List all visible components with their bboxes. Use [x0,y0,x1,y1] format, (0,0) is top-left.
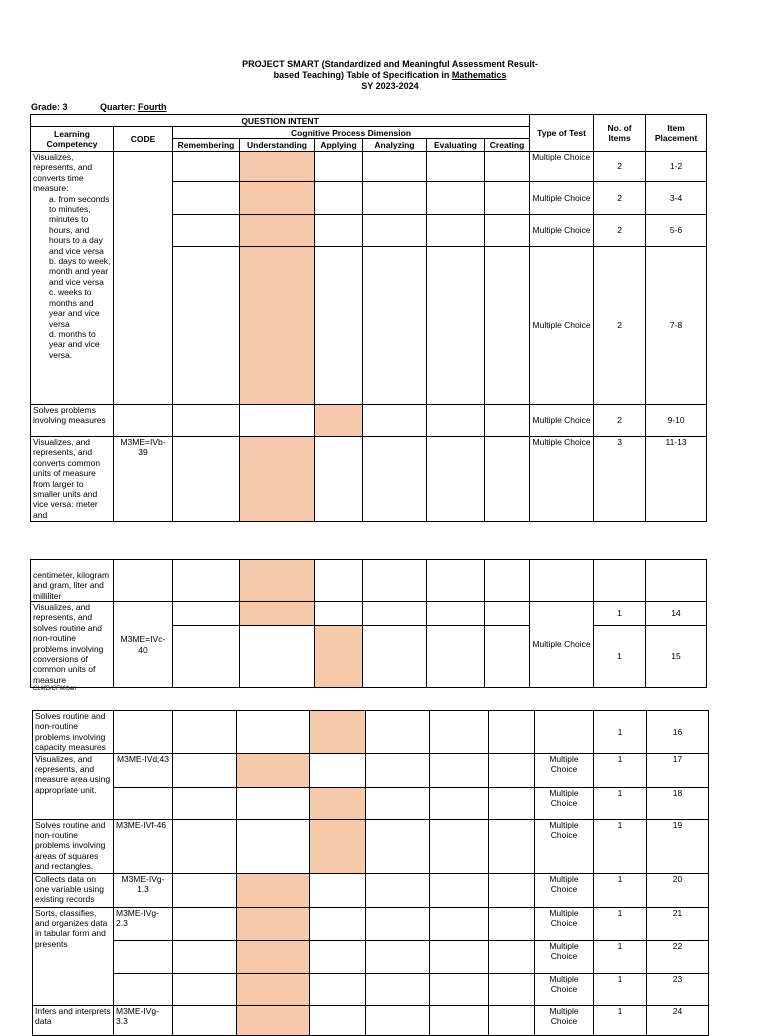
table-row [31,602,707,626]
type-cell: Multiple Choice [535,907,594,940]
footer-note: CLMD/CFM/ban [33,686,77,692]
items-cell: 2 [594,182,646,215]
table-row [33,907,709,940]
type-cell: Multiple Choice [535,819,594,873]
highlight-cell [237,1005,310,1035]
type-cell: Multiple Choice [535,940,594,973]
highlight-cell [237,940,310,973]
code-cell [114,405,173,437]
items-cell: 1 [594,711,647,754]
table-row [33,819,709,873]
specification-table-part-3 [32,710,709,1036]
items-cell: 1 [594,1005,647,1035]
items-cell: 1 [594,819,647,873]
table-row [33,940,709,973]
competency-cell: Visualizes, and represents, and converts common units of measure from larger to smaller units and vice versa: meter and [31,437,114,522]
code-cell [114,152,173,405]
grade-quarter-line [31,102,167,112]
placement-cell: 19 [647,819,709,873]
highlight-cell [240,560,315,602]
items-cell: 2 [594,152,646,182]
type-cell: Multiple Choice [530,437,594,522]
highlight-cell [240,215,315,247]
table-row [33,787,709,819]
highlight-cell [240,152,315,182]
grade-label: Grade: 3 [31,102,68,112]
code-cell [114,940,173,973]
placement-cell: 20 [647,873,709,907]
type-cell: Multiple Choice [535,787,594,819]
placement-cell: 24 [647,1005,709,1035]
competency-cell: Sorts, classifies, and organizes data in tabular form and presents [33,907,114,1005]
table-row [33,873,709,907]
competency-cell: Visualizes, and represents, and measure area using appropriate unit. [33,753,114,819]
placement-cell: 21 [647,907,709,940]
highlight-cell [240,247,315,405]
competency-cell: Solves routine and non-routine problems involving capacity measures [33,711,114,754]
code-cell: M3ME-IVd;43 [114,753,173,787]
competency-cell: centimeter, kilogram and gram, liter and milliliter [31,560,114,602]
table-row [31,152,707,182]
table-row [31,405,707,437]
code-cell [114,973,173,1005]
highlight-cell [237,753,310,787]
competency-cell: Visualizes, and represents, and solves routine and non-routine problems involving conversions of common units of measure [31,602,114,688]
code-cell: M3ME=IVb-39 [114,437,173,522]
code-cell [114,711,173,754]
title-line-2: based Teaching) Table of Specification in Mathematics [273,70,507,80]
applying-header: Applying [315,139,363,152]
table-row [33,711,709,754]
placement-cell: 3-4 [646,182,707,215]
no-of-items-header: No. of Items [594,115,646,152]
type-cell: Multiple Choice [530,405,594,437]
title-line-1: PROJECT SMART (Standardized and Meaningful Assessment Result- [242,59,538,69]
code-cell: M3ME-IVg-2.3 [114,907,173,940]
table-row [33,973,709,1005]
placement-cell: 1-2 [646,152,707,182]
item-placement-header: Item Placement [646,115,707,152]
code-cell: M3ME-IVg-3.3 [114,1005,173,1035]
creating-header: Creating [485,139,530,152]
highlight-cell [310,711,366,754]
type-of-test-header: Type of Test [530,115,594,152]
placement-cell: 22 [647,940,709,973]
competency-cell: Visualizes, represents, and converts time measure: a. from seconds to minutes, minutes to hours, and hours to a day and vice versa b. days to week, month and year and vice versa c. weeks to months and year and vice versa d. months to year and vice versa. [31,152,114,405]
highlight-cell [237,973,310,1005]
placement-cell: 15 [646,626,707,688]
competency-cell: Collects data on one variable using existing records [33,873,114,907]
code-cell [114,787,173,819]
items-cell: 1 [594,973,647,1005]
items-cell: 2 [594,405,646,437]
question-intent-header: QUESTION INTENT [31,115,530,127]
items-cell: 1 [594,602,646,626]
type-cell: Multiple Choice [530,182,594,215]
placement-cell: 18 [647,787,709,819]
competency-cell: Solves problems involving measures [31,405,114,437]
items-cell: 1 [594,873,647,907]
highlight-cell [237,907,310,940]
items-cell: 2 [594,247,646,405]
highlight-cell [315,405,363,437]
cognitive-dimension-header: Cognitive Process Dimension [173,127,530,139]
code-cell [114,560,173,602]
items-cell: 2 [594,215,646,247]
items-cell: 1 [594,787,647,819]
placement-cell: 7-8 [646,247,707,405]
code-cell: M3ME-IVf-46 [114,819,173,873]
competency-cell: Infers and interprets data [33,1005,114,1035]
type-cell: Multiple Choice [530,215,594,247]
placement-cell: 14 [646,602,707,626]
highlight-cell [240,602,315,626]
type-cell: Multiple Choice [530,247,594,405]
subject-name: Mathematics [451,70,507,80]
type-cell: Multiple Choice [535,753,594,787]
table-row [33,1005,709,1035]
type-cell: Multiple Choice [535,1005,594,1035]
understanding-header: Understanding [240,139,315,152]
code-header: CODE [114,127,173,152]
specification-table-part-2 [30,559,707,688]
highlight-cell [240,182,315,215]
specification-table-part-1 [30,114,707,522]
placement-cell: 11-13 [646,437,707,522]
competency-cell: Solves routine and non-routine problems involving areas of squares and rectangles. [33,819,114,873]
highlight-cell [240,437,315,522]
code-cell: M3ME-IVg-1.3 [114,873,173,907]
table-row [31,437,707,522]
document-title [190,59,590,92]
items-cell: 1 [594,753,647,787]
placement-cell: 17 [647,753,709,787]
table-row [33,753,709,787]
highlight-cell [237,873,310,907]
remembering-header: Remembering [173,139,240,152]
items-cell: 1 [594,907,647,940]
quarter-label: Quarter: Fourth [100,102,167,112]
highlight-cell [315,626,363,688]
placement-cell: 23 [647,973,709,1005]
items-cell: 3 [594,437,646,522]
analyzing-header: Analyzing [363,139,427,152]
highlight-cell [310,819,366,873]
placement-cell: 16 [647,711,709,754]
type-cell: Multiple Choice [535,973,594,1005]
placement-cell: 9-10 [646,405,707,437]
evaluating-header: Evaluating [427,139,485,152]
type-cell: Multiple Choice [530,152,594,182]
placement-cell: 5-6 [646,215,707,247]
items-cell: 1 [594,940,647,973]
type-cell: Multiple Choice [535,873,594,907]
type-cell: Multiple Choice [530,602,594,688]
learning-competency-header: Learning Competency [31,127,114,152]
items-cell: 1 [594,626,646,688]
code-cell: M3ME=IVc-40 [114,602,173,688]
table-row [31,560,707,602]
highlight-cell [310,787,366,819]
title-line-3: SY 2023-2024 [361,81,419,91]
